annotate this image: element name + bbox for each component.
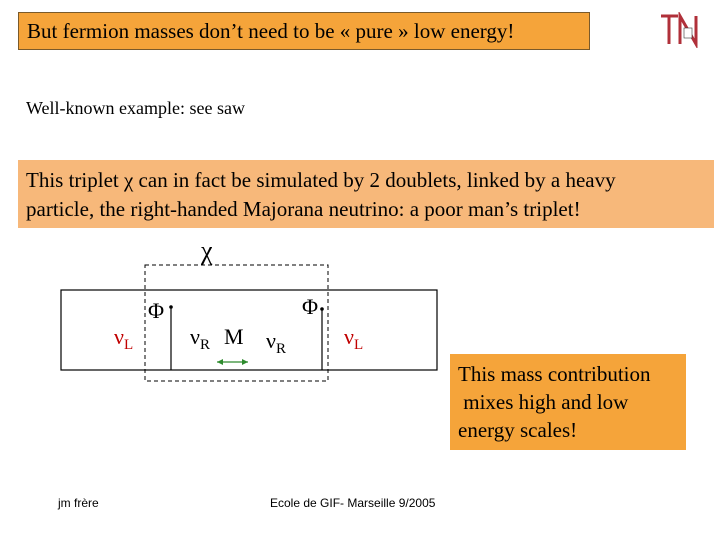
- phi-left-label: Φ: [148, 298, 165, 323]
- phi-right-label: Φ: [302, 294, 319, 319]
- chi-label: χ: [201, 236, 213, 265]
- intro-text: Well-known example: see saw: [26, 98, 245, 118]
- note-line-1: This mass contribution: [458, 362, 651, 386]
- mass-arrowhead-left: [217, 359, 223, 365]
- slide-title: But fermion masses don’t need to be « pure » low energy!: [18, 12, 590, 50]
- nu-r2-label: $\nu_R$: [266, 328, 286, 357]
- explanation-banner: [18, 160, 714, 228]
- note-line-3: energy scales!: [458, 418, 578, 442]
- nu-left-label: $\nu_L$: [114, 324, 134, 353]
- mass-contribution-note: [450, 354, 686, 450]
- phi-right-vertex: [320, 307, 324, 311]
- nu-r1-label: $\nu_R$: [190, 324, 210, 353]
- footer-event: Ecole de GIF- Marseille 9/2005: [270, 496, 436, 510]
- nu-right-label: $\nu_L$: [344, 324, 364, 353]
- institution-logo-icon: [658, 12, 702, 48]
- banner-line-2: particle, the right-handed Majorana neutrino: a poor man’s triplet!: [26, 197, 581, 221]
- mass-arrowhead-right: [242, 359, 248, 365]
- mass-label: M: [224, 324, 244, 349]
- triplet-dashed-box: [145, 265, 328, 381]
- phi-left-vertex: [169, 305, 173, 309]
- banner-line-1: This triplet χ can in fact be simulated by 2 doublets, linked by a heavy: [26, 168, 616, 192]
- footer-author: jm frère: [58, 496, 99, 510]
- note-line-2: mixes high and low: [458, 390, 629, 414]
